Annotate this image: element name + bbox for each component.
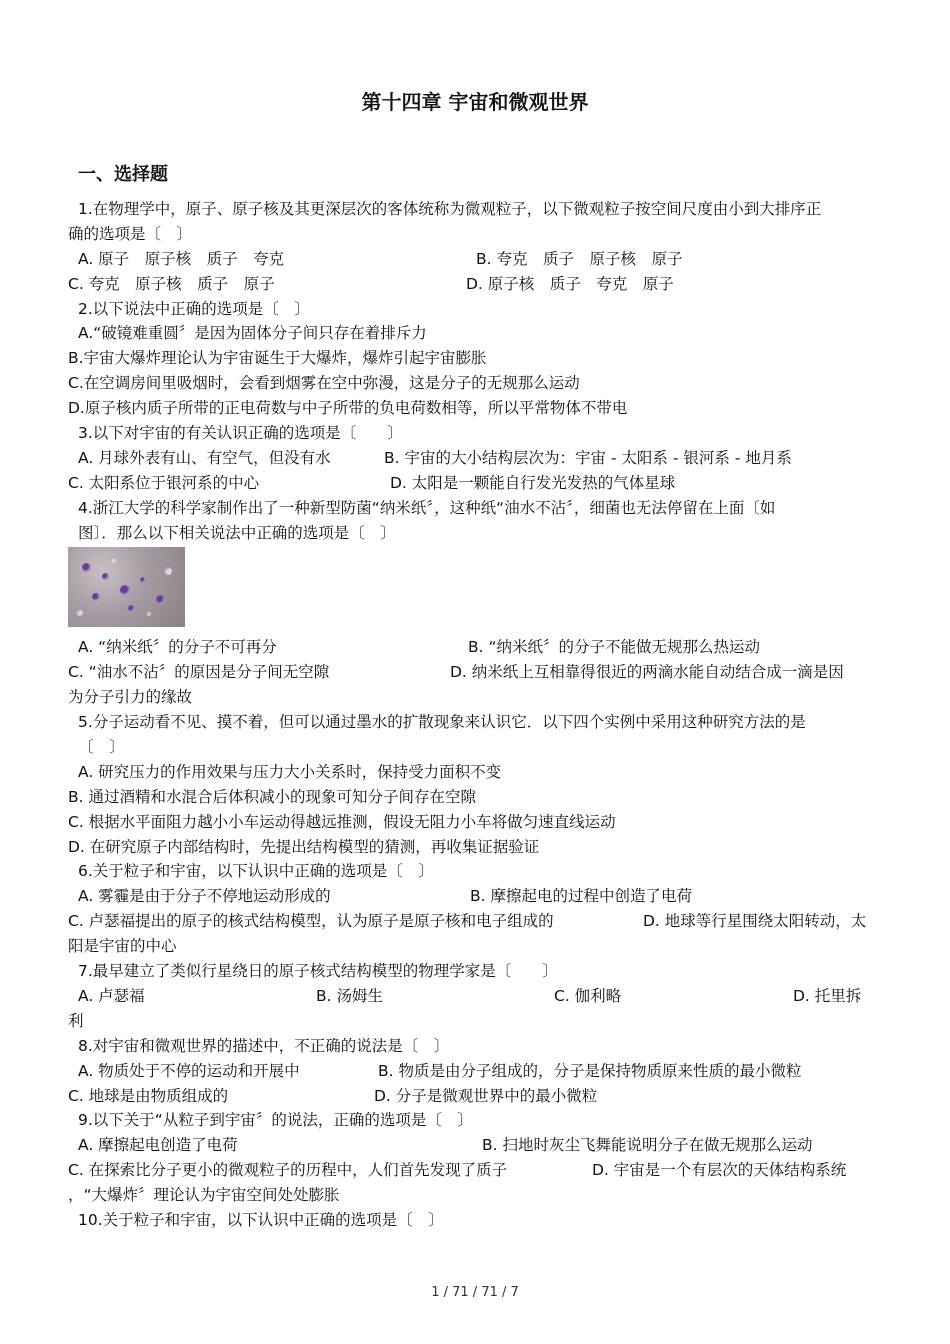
q4-option-a: A. “纳米纸〞的分子不可再分 bbox=[78, 638, 277, 657]
q7-option-b: B. 汤姆生 bbox=[316, 986, 383, 1005]
q6-options-ab bbox=[68, 884, 883, 909]
q9-option-d: D. 宇宙是一个有层次的天体结构系统 bbox=[592, 1161, 847, 1180]
q3-stem: 3.以下对宇宙的有关认识正确的选项是〔 〕 bbox=[78, 424, 403, 443]
q2-stem: 2.以下说法中正确的选项是〔 〕 bbox=[78, 299, 310, 318]
water-droplet bbox=[140, 577, 146, 583]
question-list bbox=[68, 197, 883, 1233]
water-droplet bbox=[76, 609, 83, 616]
q1-option-b: B. 夸克 质子 原子核 原子 bbox=[476, 249, 683, 268]
q2-option-a: A.“破镜难重圆〞是因为固体分子间只存在着排斥力 bbox=[78, 324, 427, 343]
q6-option-d-cont: 阳是宇宙的中心 bbox=[68, 937, 177, 956]
q5-stem-cont: 〔 〕 bbox=[78, 738, 125, 757]
water-droplet bbox=[164, 567, 172, 575]
q3-option-b: B. 宇宙的大小结构层次为：宇宙 - 太阳系 - 银河系 - 地月系 bbox=[384, 448, 792, 467]
q2-option-b: B.宇宙大爆炸理论认为宇宙诞生于大爆炸，爆炸引起宇宙膨胀 bbox=[68, 349, 487, 368]
page-title: 第十四章 宇宙和微观世界 bbox=[361, 90, 589, 114]
q8-option-b: B. 物质是由分子组成的，分子是保持物质原来性质的最小微粒 bbox=[378, 1061, 802, 1080]
water-droplet bbox=[102, 573, 109, 580]
q6-option-d: D. 地球等行星围绕太阳转动，太 bbox=[643, 912, 867, 931]
q3-option-d: D. 太阳是一颗能自行发光发热的气体星球 bbox=[390, 473, 676, 492]
q7-option-c: C. 伽利略 bbox=[554, 986, 622, 1005]
q3-options-cd bbox=[68, 471, 883, 496]
q6-option-a: A. 雾霾是由于分子不停地运动形成的 bbox=[78, 887, 331, 906]
q5-stem: 5.分子运动看不见、摸不着，但可以通过墨水的扩散现象来认识它．以下四个实例中采用这种研究方法的是 bbox=[78, 713, 806, 732]
q7-stem: 7.最早建立了类似行星绕日的原子核式结构模型的物理学家是〔 〕 bbox=[78, 962, 558, 981]
q5-option-a: A. 研究压力的作用效果与压力大小关系时，保持受力面积不变 bbox=[78, 762, 502, 781]
water-droplet bbox=[120, 585, 130, 595]
q10-stem: 10.关于粒子和宇宙，以下认识中正确的选项是〔 〕 bbox=[78, 1210, 444, 1229]
q4-options-ab bbox=[68, 635, 883, 660]
q4-option-c: C. “油水不沾〞的原因是分子间无空隙 bbox=[68, 663, 330, 682]
q2-option-d: D.原子核内质子所带的正电荷数与中子所带的负电荷数相等，所以平常物体不带电 bbox=[68, 399, 628, 418]
q6-stem: 6.关于粒子和宇宙，以下认识中正确的选项是〔 〕 bbox=[78, 862, 434, 881]
water-droplet bbox=[110, 557, 116, 563]
q8-options-ab bbox=[68, 1059, 883, 1084]
q8-option-a: A. 物质处于不停的运动和开展中 bbox=[78, 1061, 300, 1080]
water-droplet bbox=[128, 605, 135, 612]
q9-option-b: B. 扫地时灰尘飞舞能说明分子在做无规那么运动 bbox=[482, 1136, 813, 1155]
q4-stem-cont: 图〕．那么以下相关说法中正确的选项是〔 〕 bbox=[78, 523, 396, 542]
q8-options-cd bbox=[68, 1084, 883, 1109]
q9-option-a: A. 摩擦起电创造了电荷 bbox=[78, 1136, 238, 1155]
water-droplet bbox=[92, 593, 100, 601]
water-droplet bbox=[146, 611, 151, 616]
q6-options-cd bbox=[68, 909, 883, 934]
q9-option-d-cont: ，“大爆炸〞理论认为宇宙空间处处膨胀 bbox=[68, 1186, 340, 1205]
q1-options-cd bbox=[68, 272, 883, 297]
section-heading: 一、选择题 bbox=[78, 164, 168, 185]
q5-option-c: C. 根据水平面阻力越小小车运动得越远推测，假设无阻力小车将做匀速直线运动 bbox=[68, 812, 616, 831]
q3-option-a: A. 月球外表有山、有空气，但没有水 bbox=[78, 448, 331, 467]
q4-option-d-cont: 为分子引力的缘故 bbox=[68, 688, 193, 707]
q4-options-cd bbox=[68, 660, 883, 685]
q7-option-a: A. 卢瑟福 bbox=[78, 986, 145, 1005]
q1-option-d: D. 原子核 质子 夸克 原子 bbox=[466, 274, 674, 293]
q9-option-c: C. 在探索比分子更小的微观粒子的历程中，人们首先发现了质子 bbox=[68, 1161, 508, 1180]
q2-option-c: C.在空调房间里吸烟时，会看到烟雾在空中弥漫，这是分子的无规那么运动 bbox=[68, 374, 580, 393]
q1-options-ab bbox=[68, 247, 883, 272]
q7-option-d-cont: 利 bbox=[68, 1011, 84, 1030]
q6-option-c: C. 卢瑟福提出的原子的核式结构模型，认为原子是原子核和电子组成的 bbox=[68, 912, 554, 931]
q8-option-d: D. 分子是微观世界中的最小微粒 bbox=[374, 1086, 598, 1105]
page-number: 1 / 71 / 71 / 7 bbox=[431, 1285, 519, 1300]
q9-stem: 9.以下关于“从粒子到宇宙〞的说法，正确的选项是〔 〕 bbox=[78, 1111, 473, 1130]
q8-stem: 8.对宇宙和微观世界的描述中，不正确的说法是〔 〕 bbox=[78, 1036, 450, 1055]
water-droplet bbox=[82, 563, 91, 572]
q4-option-b: B. “纳米纸〞的分子不能做无规那么热运动 bbox=[468, 638, 761, 657]
q5-option-b: B. 通过酒精和水混合后体积减小的现象可知分子间存在空隙 bbox=[68, 787, 476, 806]
q4-option-d: D. 纳米纸上互相靠得很近的两滴水能自动结合成一滴是因 bbox=[450, 663, 844, 682]
q7-option-d: D. 托里拆 bbox=[793, 986, 862, 1005]
q6-option-b: B. 摩擦起电的过程中创造了电荷 bbox=[470, 887, 692, 906]
q3-option-c: C. 太阳系位于银河系的中心 bbox=[68, 473, 260, 492]
q3-options-ab bbox=[68, 446, 883, 471]
q9-options-cd bbox=[68, 1158, 883, 1183]
q7-options bbox=[68, 984, 883, 1009]
q1-stem: 1.在物理学中，原子、原子核及其更深层次的客体统称为微观粒子，以下微观粒子按空间尺度由小到大排序正 bbox=[78, 200, 822, 218]
q1-stem-cont: 确的选项是〔 〕 bbox=[68, 224, 193, 243]
q1-option-c: C. 夸克 原子核 质子 原子 bbox=[68, 274, 275, 293]
nano-paper-photo bbox=[68, 547, 185, 627]
q8-option-c: C. 地球是由物质组成的 bbox=[68, 1086, 229, 1105]
q4-stem: 4.浙江大学的科学家制作出了一种新型防菌“纳米纸〞，这种纸“油水不沾〞，细菌也无法停留在上面〔如 bbox=[78, 498, 776, 517]
water-droplet bbox=[156, 595, 165, 604]
q5-option-d: D. 在研究原子内部结构时，先提出结构模型的猜测，再收集证据验证 bbox=[68, 837, 540, 856]
q1-option-a: A. 原子 原子核 质子 夸克 bbox=[78, 249, 285, 268]
q9-options-ab bbox=[68, 1133, 883, 1158]
